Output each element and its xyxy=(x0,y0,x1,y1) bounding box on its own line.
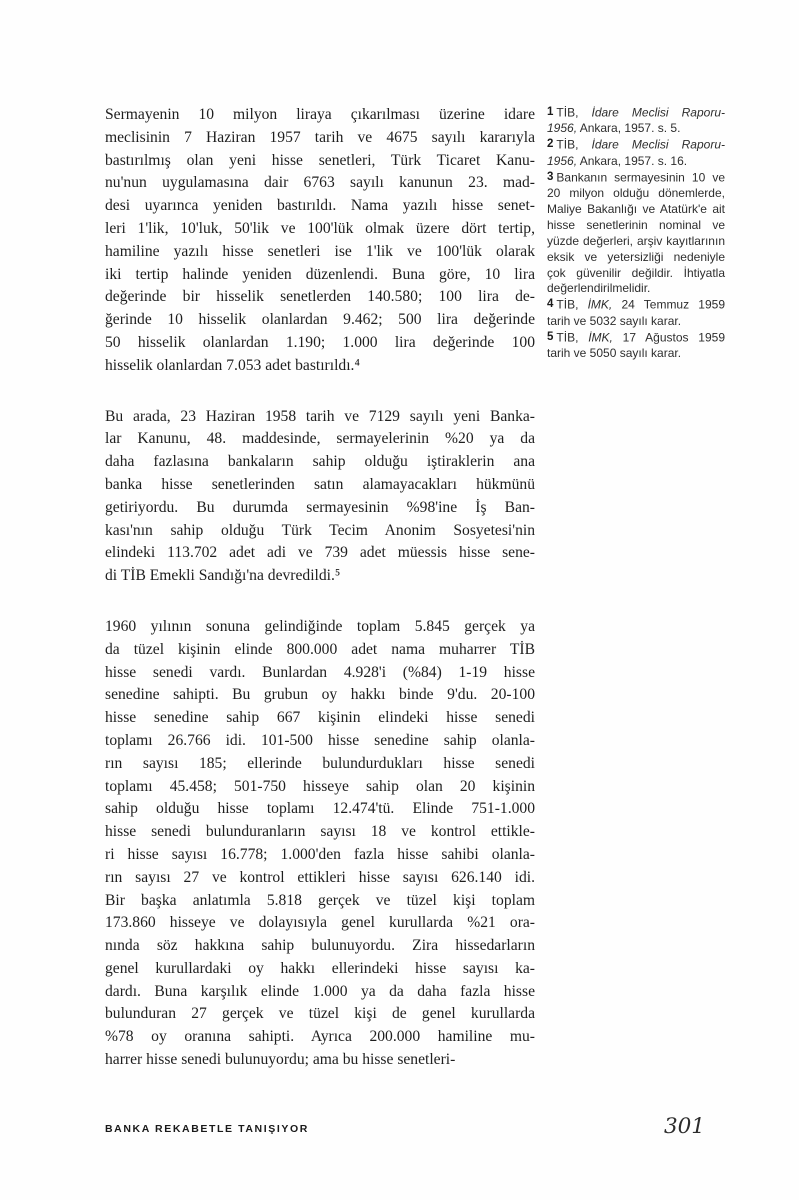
body-text-line: getiriyordu. Bu durumda sermayesinin %98'ine İş Ban- xyxy=(105,498,535,516)
footnote-number: 1 xyxy=(547,106,554,118)
footnote-number: 4 xyxy=(547,298,554,311)
body-text-line: hisse senedi vardı. Bunlardan 4.928'i (%84) 1-19 hisse xyxy=(105,663,535,681)
body-text-line: nında söz hakkına sahip bulunuyordu. Zira hissedarların xyxy=(105,937,535,955)
footnote-text: TİB, xyxy=(556,137,592,152)
body-text-line: toplamı 26.766 idi. 101-500 hisse senedine sahip olanla- xyxy=(105,731,535,749)
body-text-line: kası'nın sahip olduğu Türk Tecim Anonim Sosyetesi'nin xyxy=(105,521,535,539)
body-text-line: ğerinde 10 hisselik olanlardan 9.462; 500 lira değerinde xyxy=(105,311,535,329)
body-text-line: harrer hisse senedi bulunuyordu; ama bu hisse senetleri- xyxy=(105,1051,456,1069)
body-text-line: rın sayısı 185; ellerinde bulundurdukları hisse senedi xyxy=(105,754,535,772)
body-text-line: bastırılmış olan yeni hisse senetleri, Türk Ticaret Kanu- xyxy=(105,151,535,169)
running-head: BANKA REKABETLE TANIŞIYOR xyxy=(105,1123,309,1135)
footnote-3 xyxy=(547,170,725,298)
page-number: 301 xyxy=(663,1114,705,1139)
body-text-line: Bir başka anlatımla 5.818 gerçek ve tüzel kişi toplam xyxy=(105,891,535,909)
body-text-line: senedine sahipti. Bu grubun oy hakkı binde 9'du. 20-100 xyxy=(105,686,535,704)
body-text-line: sahip olduğu hisse toplamı 12.474'tü. Elinde 751-1.000 xyxy=(105,800,535,818)
footnote-text: TİB, xyxy=(556,330,589,345)
body-text-line: değerinde bir hisselik senetlerden 140.580; 100 lira de- xyxy=(105,288,535,306)
body-text-line: nu'nun uygulamasına dair 6763 sayılı kanunun 23. mad- xyxy=(105,174,535,192)
body-text-line: 50 hisselik olanlardan 1.190; 1.000 lira değerinde 100 xyxy=(105,333,535,351)
body-text-line: banka hisse senetlerinden satın alamayacakları hükmünü xyxy=(105,475,535,493)
footnote-4 xyxy=(547,297,725,329)
footnote-text: TİB, xyxy=(556,297,588,312)
body-text-line: genel kurullardaki oy hakkı ellerindeki hisse sayısı ka- xyxy=(105,959,535,977)
footnote-italic-text: İdare Meclisi Raporu-1956, xyxy=(547,137,725,168)
body-text-line: meclisinin 7 Haziran 1957 tarih ve 4675 sayılı kararıyla xyxy=(105,128,535,146)
footnote-italic-text: İdare Meclisi Raporu-1956, xyxy=(547,105,725,136)
body-text-line: %78 oy oranına sahipti. Ayrıca 200.000 hamiline mu- xyxy=(105,1028,535,1046)
footnotes-column xyxy=(547,105,725,362)
footnote-number: 5 xyxy=(547,330,554,343)
body-text-line: iki tertip halinde yeniden düzenlendi. Buna göre, 10 lira xyxy=(105,265,535,283)
footnote-text: 24 Temmuz 1959 tarih ve 5032 sayılı karar. xyxy=(547,297,725,328)
paragraph-1 xyxy=(105,104,535,378)
footnote-number: 2 xyxy=(547,138,554,151)
body-text-line: leri 1'lik, 10'luk, 50'lik ve 100'lük olmak üzere dört tertip, xyxy=(105,219,535,237)
body-text-line: hisse senedi bulunduranların sayısı 18 ve kontrol ettikle- xyxy=(105,823,535,841)
body-text-line: rın sayısı 27 ve kontrol ettikleri hisse sayısı 626.140 idi. xyxy=(105,868,535,886)
footnote-text: Bankanın sermayesinin 10 ve 20 milyon olduğu dönemlerde, Maliye Bakanlığı ve Atatürk'e ait hisse senetlerinin nominal ve yüzde değerleri, arşiv kayıtlarının eksik ve yetersizliği nedeniyle çok güvenilir değildir. İhtiyatla değerlendirilmelidir. xyxy=(547,170,725,296)
body-text-line: 1960 yılının sonuna gelindiğinde toplam 5.845 gerçek ya xyxy=(105,617,535,635)
body-text-line: hisse senedine sahip 667 kişinin elindeki hisse senedi xyxy=(105,709,535,727)
footnote-text: TİB, xyxy=(556,105,592,120)
footnote-italic-text: İMK, xyxy=(588,330,613,345)
body-text-line: Bu arada, 23 Haziran 1958 tarih ve 7129 sayılı yeni Banka- xyxy=(105,407,535,425)
body-text-line: dardı. Buna karşılık elinde 1.000 ya da daha fazla hisse xyxy=(105,982,535,1000)
body-text-line: bulunduran 27 gerçek ve tüzel kişi de genel kurullarda xyxy=(105,1005,535,1023)
footnote-italic-text: İMK, xyxy=(587,297,613,312)
paragraph-2 xyxy=(105,406,535,588)
body-text-line: Sermayenin 10 milyon liraya çıkarılması üzerine idare xyxy=(105,106,535,123)
body-text-line: 173.860 hisseye ve dolayısıyla genel kurullarda %21 ora- xyxy=(105,914,535,932)
footnote-5 xyxy=(547,330,725,362)
body-text-line: desi uyarınca yeniden bastırıldı. Nama yazılı hisse senet- xyxy=(105,197,535,215)
body-text-line: da tüzel kişinin elinde 800.000 adet nama muharrer TİB xyxy=(105,640,535,658)
footnote-2 xyxy=(547,137,725,169)
body-text-line: daha fazlasına bankaların sahip olduğu iştiraklerin ana xyxy=(105,453,535,471)
body-text-line: di TİB Emekli Sandığı'na devredildi.⁵ xyxy=(105,567,341,585)
body-text-line: elindeki 113.702 adet adi ve 739 adet müessis hisse sene- xyxy=(105,544,535,562)
body-text-line: hisselik olanlardan 7.053 adet bastırıldı.⁴ xyxy=(105,356,360,374)
body-text-line: toplamı 45.458; 501-750 hisseye sahip olan 20 kişinin xyxy=(105,777,535,795)
footnote-1 xyxy=(547,105,725,137)
body-text-line: lar Kanunu, 48. maddesinde, sermayelerinin %20 ya da xyxy=(105,430,535,448)
footnote-text: Ankara, 1957. s. 5. xyxy=(577,121,681,136)
footnote-number: 3 xyxy=(547,170,554,183)
paragraph-3 xyxy=(105,616,535,1072)
footnote-text: 17 Ağustos 1959 tarih ve 5050 sayılı karar. xyxy=(547,330,725,361)
body-text-column xyxy=(105,104,535,1100)
body-text-line: ri hisse sayısı 16.778; 1.000'den fazla hisse sahibi olanla- xyxy=(105,845,535,863)
body-text-line: hamiline yazılı hisse senetleri ise 1'lik ve 100'lük olarak xyxy=(105,242,535,260)
footnote-text: Ankara, 1957. s. 16. xyxy=(577,153,688,168)
